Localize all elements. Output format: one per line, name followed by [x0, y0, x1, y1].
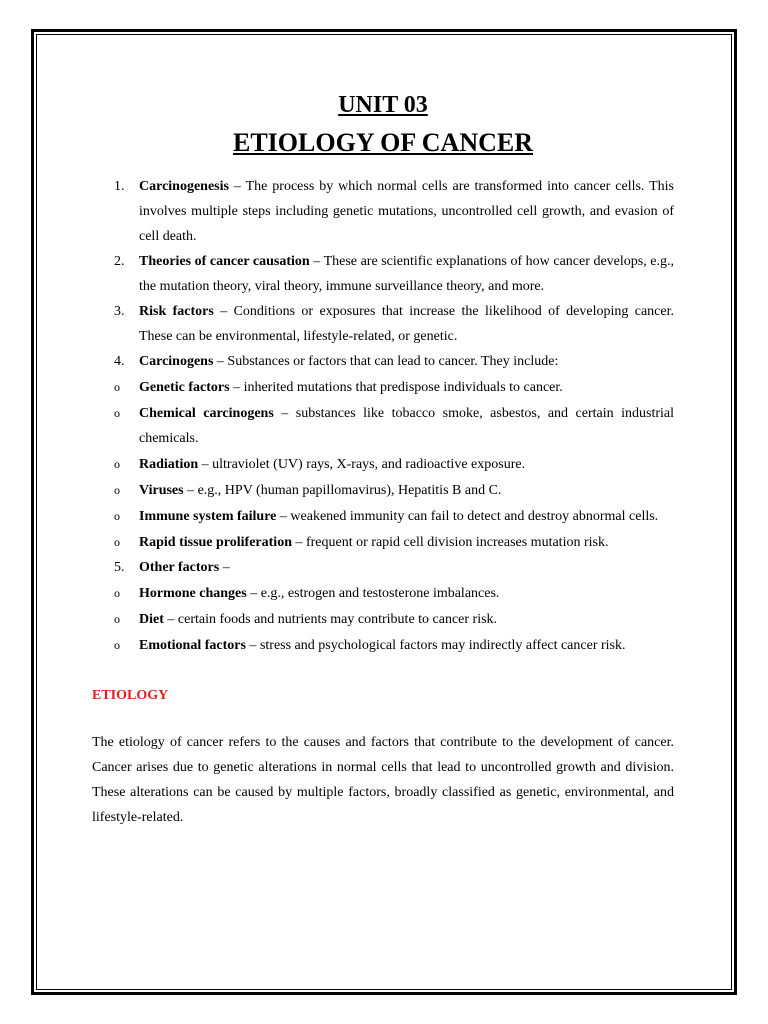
bullet: o [114, 638, 120, 652]
topic-list [92, 174, 674, 374]
sublist-item [92, 607, 674, 632]
item-text: – The process by which normal cells are transformed into cancer cells. This involves multiple steps including genetic mutations, uncontrolled cell growth, and evasion of cell death. [139, 179, 674, 244]
sublist-item [92, 581, 674, 606]
sublist-item [92, 530, 674, 555]
item-term: Theories of cancer causation [139, 254, 310, 269]
item-text: – [219, 560, 230, 575]
list-item [92, 349, 674, 374]
document-title: ETIOLOGY OF CANCER [233, 128, 533, 157]
carcinogens-sublist [92, 375, 674, 555]
item-text: – Conditions or exposures that increase the likelihood of developing cancer. These can be environmental, lifestyle-related, or genetic. [139, 304, 674, 344]
item-number: 5. [114, 560, 125, 575]
bullet: o [114, 612, 120, 626]
sublist-item [92, 452, 674, 477]
list-item [92, 174, 674, 249]
sublist-item [92, 478, 674, 503]
item-number: 4. [114, 354, 125, 369]
item-text: – Substances or factors that can lead to cancer. They include: [213, 354, 559, 369]
item-term: Other factors [139, 560, 220, 575]
bullet: o [114, 380, 120, 394]
bullet: o [114, 509, 120, 523]
sublist-item [92, 633, 674, 658]
item-number: 1. [114, 179, 125, 194]
unit-title: UNIT 03 [338, 92, 428, 118]
item-term: Carcinogens [139, 354, 214, 369]
sub-text: – inherited mutations that predispose individuals to cancer. [229, 380, 563, 395]
sub-term: Immune system failure [139, 509, 277, 524]
section-heading: ETIOLOGY [92, 688, 169, 703]
item-text: – These are scientific explanations of how cancer develops, e.g., the mutation theory, viral theory, immune surveillance theory, and more. [139, 254, 674, 294]
sub-text: – frequent or rapid cell division increases mutation risk. [291, 535, 609, 550]
bullet: o [114, 586, 120, 600]
item-term: Risk factors [139, 304, 214, 319]
sub-text: – substances like tobacco smoke, asbestos, and certain industrial chemicals. [139, 406, 675, 446]
bullet: o [114, 535, 120, 549]
list-item [92, 299, 674, 349]
sub-term: Radiation [139, 457, 199, 472]
document-body [92, 86, 674, 830]
item-term: Carcinogenesis [139, 179, 229, 194]
body-paragraph: The etiology of cancer refers to the causes and factors that contribute to the development of cancer. Cancer arises due to genetic alterations in normal cells that lead to uncontrolled growth and division. These alterations can be caused by multiple factors, broadly classified as genetic, environmental, and lifestyle-related. [92, 735, 674, 825]
sub-term: Emotional factors [139, 638, 246, 653]
sublist-item [92, 375, 674, 400]
sub-text: – weakened immunity can fail to detect and destroy abnormal cells. [276, 509, 659, 524]
sublist-item [92, 401, 674, 451]
sub-text: – e.g., estrogen and testosterone imbalances. [246, 586, 500, 601]
list-item [92, 249, 674, 299]
other-factors-sublist [92, 581, 674, 658]
sub-term: Rapid tissue proliferation [139, 535, 292, 550]
sub-term: Hormone changes [139, 586, 247, 601]
bullet: o [114, 406, 120, 420]
item-number: 3. [114, 304, 125, 319]
sub-text: – certain foods and nutrients may contribute to cancer risk. [163, 612, 498, 627]
sub-term: Viruses [139, 483, 184, 498]
sublist-item [92, 504, 674, 529]
sub-term: Chemical carcinogens [139, 406, 274, 421]
item-number: 2. [114, 254, 125, 269]
bullet: o [114, 483, 120, 497]
sub-term: Diet [139, 612, 164, 627]
topic-list-continued [92, 555, 674, 580]
sub-term: Genetic factors [139, 380, 230, 395]
sub-text: – ultraviolet (UV) rays, X-rays, and radioactive exposure. [198, 457, 526, 472]
sub-text: – e.g., HPV (human papillomavirus), Hepatitis B and C. [183, 483, 502, 498]
bullet: o [114, 457, 120, 471]
list-item [92, 555, 674, 580]
sub-text: – stress and psychological factors may indirectly affect cancer risk. [245, 638, 626, 653]
